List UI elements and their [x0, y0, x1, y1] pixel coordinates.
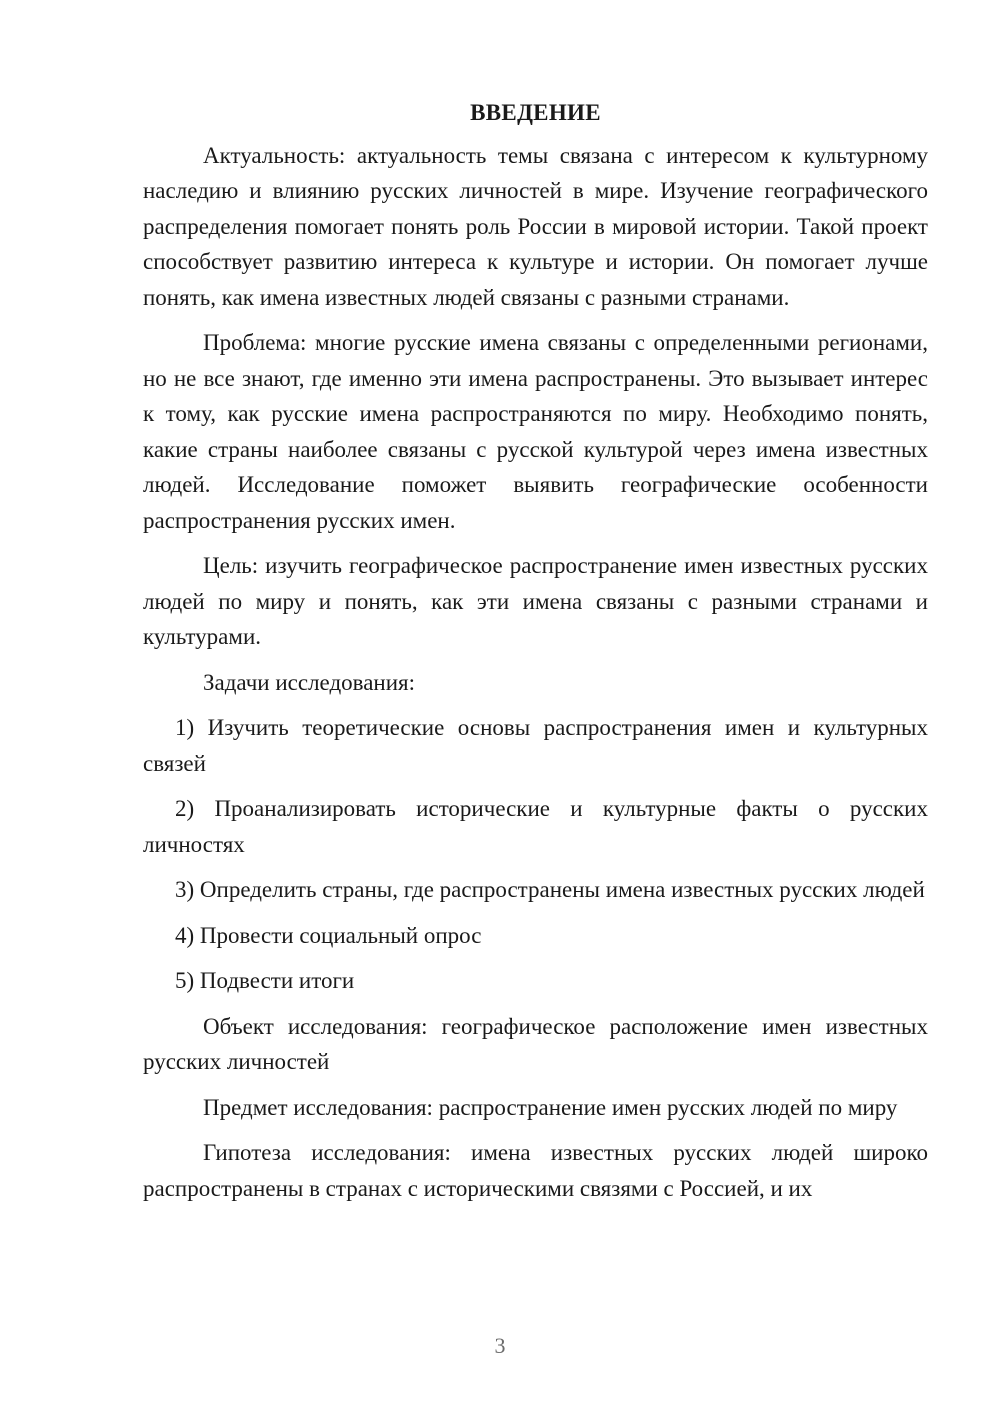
list-item: 5) Подвести итоги	[175, 968, 355, 993]
paragraph-object: Объект исследования: географическое расположение имен известных русских личностей	[143, 1013, 928, 1074]
paragraph-goal: Цель: изучить географическое распространение имен известных русских людей по миру и понять, как эти имена связаны с разными странами и культурами.	[143, 553, 928, 649]
page-number: 3	[494, 1333, 506, 1358]
list-item: 4) Провести социальный опрос	[175, 922, 482, 948]
list-item: 3) Определить страны, где распространены имена известных русских людей	[175, 877, 925, 902]
list-item: 1) Изучить теоретические основы распространения имен и культурных связей	[143, 715, 928, 776]
paragraph-subject: Предмет исследования: распространение имен русских людей по миру	[203, 1094, 898, 1120]
paragraph-problem: Проблема: многие русские имена связаны с определенными регионами, но не все знают, где именно эти имена распространены. Это вызывает интерес к тому, как русские имена распространяются по миру. Необходимо понять, какие страны наиболее связаны с русской культурой через имена известных людей. Исследование поможет выявить географические особенности распространения русских имен.	[143, 330, 928, 533]
section-title: ВВЕДЕНИЕ	[470, 100, 601, 125]
tasks-list	[143, 710, 928, 999]
paragraph-hypothesis: Гипотеза исследования: имена известных русских людей широко распространены в странах с историческими связями с Россией, и их	[143, 1140, 928, 1201]
list-item: 2) Проанализировать исторические и культурные факты о русских личностях	[143, 796, 928, 857]
document-page	[143, 95, 928, 1216]
tasks-heading: Задачи исследования:	[203, 669, 416, 695]
paragraph-relevance: Актуальность: актуальность темы связана с интересом к культурному наследию и влиянию русских личностей в мире. Изучение географического распределения помогает понять роль России в мировой истории. Такой проект способствует развитию интереса к культуре и истории. Он помогает лучше понять, как имена известных людей связаны с разными странами.	[143, 142, 928, 310]
